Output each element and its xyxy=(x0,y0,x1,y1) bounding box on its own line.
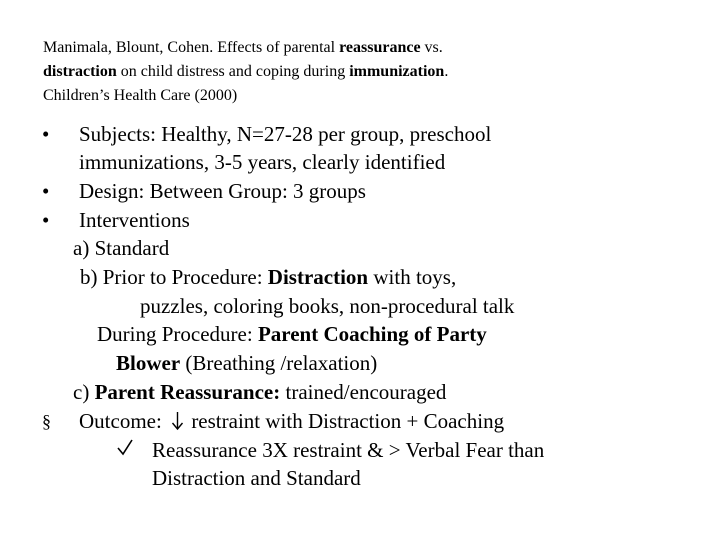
interventions-heading: Interventions xyxy=(79,208,190,232)
intervention-blower: Blower (Breathing /relaxation) xyxy=(116,351,378,375)
intervention-a: a) Standard xyxy=(73,236,170,260)
intervention-b: b) Prior to Procedure: Distraction with toys, xyxy=(80,265,457,289)
finding-line-1: Reassurance 3X restraint & > Verbal Fear than xyxy=(152,438,545,462)
bullet-dot-icon: • xyxy=(42,122,50,146)
bullet-dot-icon: • xyxy=(42,179,50,203)
subjects-line-1: Subjects: Healthy, N=27-28 per group, preschool xyxy=(79,122,492,146)
finding-line-2: Distraction and Standard xyxy=(152,466,361,490)
bullet-dot-icon: • xyxy=(42,208,50,232)
citation-line-2: distraction on child distress and coping during immunization. xyxy=(43,63,449,80)
outcome-line: Outcome: restraint with Distraction + Coaching xyxy=(79,409,505,433)
intervention-b-continued: puzzles, coloring books, non-procedural talk xyxy=(140,294,515,318)
design-line: Design: Between Group: 3 groups xyxy=(79,179,366,203)
intervention-during: During Procedure: Parent Coaching of Party xyxy=(97,322,487,346)
checkmark-icon xyxy=(116,436,134,464)
subjects-line-2: immunizations, 3-5 years, clearly identified xyxy=(79,150,446,174)
citation-line-1: Manimala, Blount, Cohen. Effects of parental reassurance vs. xyxy=(43,39,443,56)
citation xyxy=(43,36,703,108)
down-arrow-icon xyxy=(171,411,184,431)
intervention-c: c) Parent Reassurance: trained/encouraged xyxy=(73,380,447,404)
citation-line-3: Children’s Health Care (2000) xyxy=(43,87,238,104)
bullet-square-icon: § xyxy=(42,411,51,431)
